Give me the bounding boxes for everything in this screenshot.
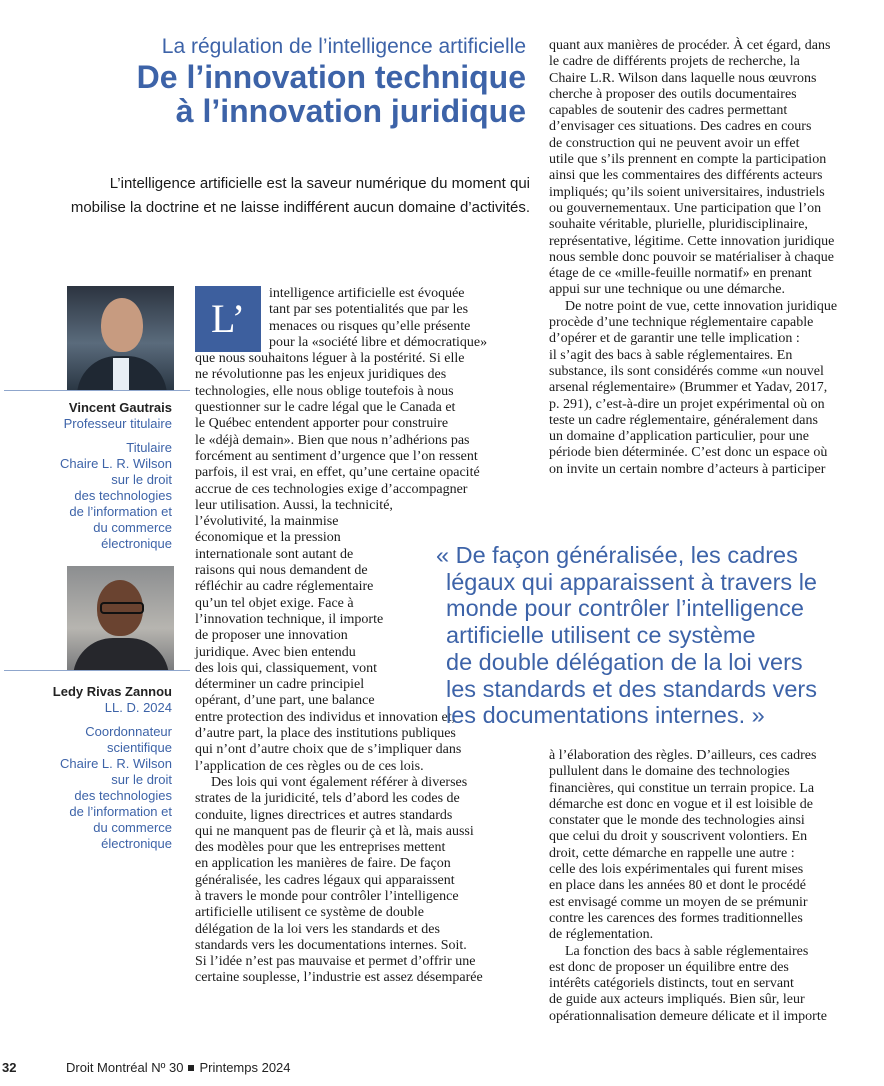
body-text-line: d’envisager ces situations. Des cadres en cours bbox=[549, 119, 812, 135]
author-photo bbox=[67, 286, 174, 390]
author-role-line: du commerce bbox=[93, 820, 172, 835]
separator-square-icon bbox=[188, 1065, 194, 1071]
body-text-line: que celui du droit y souscrivent volontiers. En bbox=[549, 829, 808, 845]
pull-quote bbox=[436, 542, 876, 729]
body-text-line: le cadre de différents projets de recherche, la bbox=[549, 54, 800, 70]
body-text-line: qui n’ont d’autre choix que de s’impliquer dans bbox=[195, 742, 462, 758]
body-column-right bbox=[549, 38, 837, 478]
body-text-line: cherche à proposer des outils documentaires bbox=[549, 86, 797, 102]
author-block bbox=[4, 684, 172, 852]
body-text-line: délégation de la loi vers les standards et des bbox=[195, 921, 440, 937]
body-text-line: teste un cadre réglementaire, généralement dans bbox=[549, 412, 818, 428]
pull-quote-line: « De façon généralisée, les cadres bbox=[436, 542, 798, 568]
article-title-line: De l’innovation technique bbox=[136, 59, 526, 95]
author-role-line: de l’information et bbox=[69, 804, 172, 819]
body-text-line: utile que s’ils prennent en compte la participation bbox=[549, 152, 827, 168]
body-text-line: généralisée, les cadres légaux qui apparaissent bbox=[195, 872, 455, 888]
body-text-line: ou gouvernementaux. Une participation que l’on bbox=[549, 200, 822, 216]
body-text-line: certaine souplesse, l’industrie est assez désemparée bbox=[195, 970, 483, 986]
author-role-line: scientifique bbox=[106, 740, 172, 755]
author-title: LL. D. 2024 bbox=[104, 700, 172, 715]
photo-shirt-shape bbox=[113, 358, 129, 390]
body-text-line: conduite, lignes directrices et autres standards bbox=[195, 807, 453, 823]
author-role-line: du commerce bbox=[93, 520, 172, 535]
body-text-line: en place dans les années 80 et dont le procédé bbox=[549, 878, 806, 894]
pull-quote-line: artificielle utilisent ce système bbox=[446, 622, 756, 649]
body-text-line: substance, ils sont considérés comme «un nouvel bbox=[549, 363, 824, 379]
body-text-line: économique et la pression bbox=[195, 530, 341, 546]
body-text-line: Chaire L.R. Wilson dans laquelle nous œuvrons bbox=[549, 70, 817, 86]
article-title bbox=[40, 60, 526, 128]
body-text-line: arsenal réglementaire» (Brummer et Yadav, 2017, bbox=[549, 380, 828, 396]
author-role-line: Chaire L. R. Wilson bbox=[60, 456, 172, 471]
body-text-line: que nous souhaitons léguer à la postérité. Si elle bbox=[195, 351, 465, 367]
author-role-line: Chaire L. R. Wilson bbox=[60, 756, 172, 771]
body-text-line: leur utilisation. Aussi, la technicité, bbox=[195, 497, 393, 513]
body-text-line: qu’un tel objet exige. Face à bbox=[195, 595, 354, 611]
body-text-line: de proposer une innovation bbox=[195, 628, 348, 644]
body-text-line: à travers le monde pour contrôler l’intelligence bbox=[195, 888, 459, 904]
body-text-line: on invite un certain nombre d’acteurs à participer bbox=[549, 461, 826, 477]
body-text-line: opérationnalisation demeure délicate et il importe bbox=[549, 1008, 827, 1024]
body-text-line: un domaine d’application particulier, pour une bbox=[549, 429, 809, 445]
body-text-line: démarche est donc en vogue et il est loisible de bbox=[549, 796, 813, 812]
author-role-line: sur le droit bbox=[111, 472, 172, 487]
body-text-line: des modèles pour que les entreprises mettent bbox=[195, 840, 446, 856]
body-text-line: des lois qui, classiquement, vont bbox=[195, 660, 377, 676]
body-text-line: technologies, elle nous oblige toutefois à nous bbox=[195, 383, 454, 399]
author-role-line: électronique bbox=[101, 836, 172, 851]
author-block bbox=[4, 400, 172, 552]
body-text-line: réfléchir au cadre réglementaire bbox=[195, 579, 374, 595]
author-role-line: électronique bbox=[101, 536, 172, 551]
body-text-line: l’application de ces règles ou de ces lois. bbox=[195, 758, 424, 774]
author-photo bbox=[67, 566, 174, 670]
body-text-line: p. 291), c’est-à-dire un projet expérimental où on bbox=[549, 396, 825, 412]
article-lede bbox=[20, 172, 530, 220]
author-role-line: des technologies bbox=[74, 788, 172, 803]
body-text-line: est envisagé comme un moyen de se prémunir bbox=[549, 894, 808, 910]
body-text-line: droit, cette démarche en rappelle une autre : bbox=[549, 845, 795, 861]
body-text-line: juridique. Avec bien entendu bbox=[195, 644, 356, 660]
author-role-line: sur le droit bbox=[111, 772, 172, 787]
body-text-line: standards vers les documentations internes. Soit. bbox=[195, 937, 467, 953]
body-text-line: pour la «société libre et démocratique» bbox=[269, 334, 488, 350]
publication-info bbox=[66, 1060, 291, 1075]
body-text-line: celle des lois expérimentales qui furent mises bbox=[549, 862, 804, 878]
body-text-line: forcément au sentiment d’urgence que l’on ressent bbox=[195, 448, 478, 464]
body-text-line: quant aux manières de procéder. À cet égard, dans bbox=[549, 38, 831, 53]
photo-body-shape bbox=[73, 638, 169, 670]
author-role-line: Titulaire bbox=[126, 440, 172, 455]
body-text-line: de construction qui ne peuvent avoir un effet bbox=[549, 135, 800, 151]
author-role-line: de l’information et bbox=[69, 504, 172, 519]
body-text-line: l’innovation technique, il importe bbox=[195, 611, 384, 627]
body-text-line: Des lois qui vont également référer à diverses bbox=[211, 774, 468, 790]
body-text-line: qui ne manquent pas de fleurir çà et là, mais aussi bbox=[195, 823, 474, 839]
body-text-line: opérant, d’une part, une balance bbox=[195, 693, 375, 709]
page-number: 32 bbox=[2, 1060, 17, 1075]
body-text-line: parfois, il est vrai, en effet, qu’une certaine opacité bbox=[195, 465, 480, 481]
body-text-line: le «déjà demain». Bien que nous n’adhérions pas bbox=[195, 432, 470, 448]
photo-head-shape bbox=[101, 298, 143, 352]
body-text-line: questionner sur le cadre légal que le Canada et bbox=[195, 400, 456, 416]
author-divider bbox=[4, 390, 190, 391]
lede-line: L’intelligence artificielle est la saveur numérique du moment qui bbox=[109, 175, 530, 192]
body-text-line: souhaite véritable, plurielle, pluridisciplinaire, bbox=[549, 217, 808, 233]
publication-name: Droit Montréal Nº 30 bbox=[66, 1060, 184, 1075]
body-text-line: financières, qui constitue un terrain propice. La bbox=[549, 780, 815, 796]
body-text-line: il s’agit des bacs à sable réglementaires. En bbox=[549, 347, 793, 363]
body-text-line: artificielle utilisent ce système de double bbox=[195, 905, 424, 921]
body-text-line: impliqués; qu’ils soient universitaires, industriels bbox=[549, 184, 825, 200]
body-text-line: entre protection des individus et innovation et, bbox=[195, 709, 456, 725]
body-text-line: accrue de ces technologies exige d’accompagner bbox=[195, 481, 468, 497]
body-text-line: déterminer un cadre principiel bbox=[195, 677, 365, 693]
drop-cap: L’ bbox=[195, 286, 261, 352]
article-title-line: à l’innovation juridique bbox=[175, 93, 526, 129]
body-text-line: La fonction des bacs à sable réglementaires bbox=[565, 943, 809, 959]
pull-quote-line: monde pour contrôler l’intelligence bbox=[446, 595, 804, 622]
body-text-line: d’opérer et de garantir une telle implication : bbox=[549, 331, 800, 347]
body-text-line: intérêts catégoriels distincts, tout en servant bbox=[549, 976, 794, 992]
article-kicker: La régulation de l’intelligence artificielle bbox=[161, 35, 526, 58]
body-text-line: De notre point de vue, cette innovation juridique bbox=[565, 298, 838, 314]
body-text-line: strates de la juridicité, tels d’abord les codes de bbox=[195, 791, 460, 807]
publication-issue: Printemps 2024 bbox=[199, 1060, 291, 1075]
body-text-line: internationale sont autant de bbox=[195, 546, 354, 562]
author-title: Professeur titulaire bbox=[63, 416, 172, 431]
body-text-line: raisons qui nous demandent de bbox=[195, 563, 368, 579]
body-text-line: est donc de proposer un équilibre entre des bbox=[549, 959, 789, 975]
author-role-line: des technologies bbox=[74, 488, 172, 503]
body-text-line: le Québec entendent apporter pour construire bbox=[195, 416, 449, 432]
body-text-line: appui sur une technique ou une démarche. bbox=[549, 282, 785, 298]
pull-quote-line: les documentations internes. » bbox=[446, 702, 765, 729]
author-role-line: Coordonnateur bbox=[85, 724, 172, 739]
body-text-line: ainsi que les commentaires des différents acteurs bbox=[549, 168, 823, 184]
body-text-line: Si l’idée n’est pas mauvaise et permet d’offrir une bbox=[195, 954, 476, 970]
body-text-line: capables de soutenir des cadres permettant bbox=[549, 103, 788, 119]
pull-quote-line: les standards et des standards vers bbox=[446, 675, 817, 702]
body-text-line: menaces ou risques qu’elle présente bbox=[269, 318, 471, 334]
body-text-line: pullulent dans le domaine des technologies bbox=[549, 764, 790, 780]
body-text-line: tant par ses potentialités que par les bbox=[269, 302, 469, 318]
author-divider bbox=[4, 670, 190, 671]
body-text-line: procède d’une technique réglementaire capable bbox=[549, 315, 814, 331]
author-name: Vincent Gautrais bbox=[68, 400, 172, 415]
body-text-line: ne révolutionne pas les enjeux juridiques des bbox=[195, 367, 447, 383]
body-text-line: d’autre part, la place des institutions publiques bbox=[195, 726, 456, 742]
body-text-line: période bien déterminée. C’est donc un espace où bbox=[549, 445, 828, 461]
body-text-line: intelligence artificielle est évoquée bbox=[269, 286, 465, 301]
body-text-line: de guide aux acteurs impliqués. Bien sûr, leur bbox=[549, 992, 805, 1008]
body-text-line: en application les manières de faire. De façon bbox=[195, 856, 451, 872]
author-name: Ledy Rivas Zannou bbox=[52, 684, 172, 699]
body-text-line: constater que le monde des technologies ainsi bbox=[549, 813, 805, 829]
pull-quote-line: légaux qui apparaissent à travers le bbox=[446, 568, 817, 595]
body-text-line: l’évolutivité, la mainmise bbox=[195, 514, 339, 530]
pull-quote-line: de double délégation de la loi vers bbox=[446, 648, 803, 675]
body-text-line: étage de ce «mille-feuille normatif» en prenant bbox=[549, 266, 812, 282]
lede-line: mobilise la doctrine et ne laisse indifférent aucun domaine d’activités. bbox=[70, 199, 530, 216]
body-column-right-continued bbox=[549, 748, 827, 1025]
body-text-line: nous semble donc pouvoir se matérialiser à chaque bbox=[549, 249, 834, 265]
photo-glasses-shape bbox=[100, 602, 144, 614]
body-text-line: représentative, légitime. Cette innovation juridique bbox=[549, 233, 835, 249]
body-text-line: contre les carences des formes traditionnelles bbox=[549, 910, 803, 926]
body-text-line: de réglementation. bbox=[549, 927, 654, 943]
body-text-line: à l’élaboration des règles. D’ailleurs, ces cadres bbox=[549, 748, 817, 763]
